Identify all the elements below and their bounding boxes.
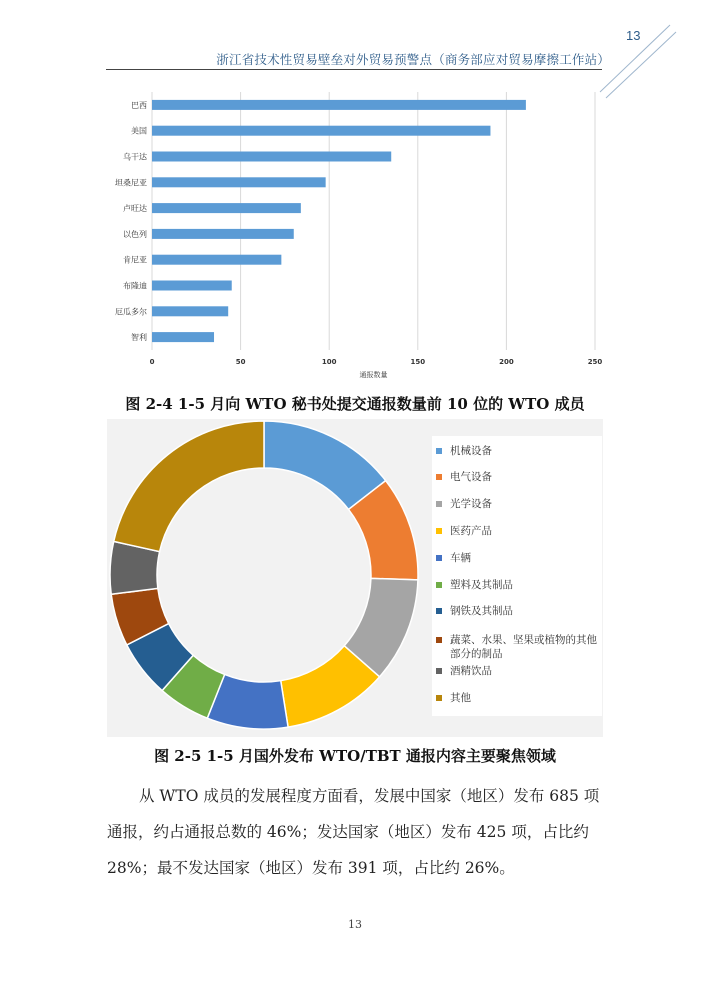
bar-chart <box>100 90 610 385</box>
category-label: 肯尼亚 <box>123 255 147 265</box>
x-tick-label: 150 <box>410 358 426 366</box>
donut-slice-9 <box>114 421 264 552</box>
legend-label: 车辆 <box>450 552 471 564</box>
legend-swatch <box>436 474 442 480</box>
legend-swatch <box>436 555 442 561</box>
bar-0 <box>152 100 526 110</box>
legend-label: 塑料及其制品 <box>450 579 513 591</box>
legend-swatch <box>436 582 442 588</box>
category-label: 巴西 <box>131 100 147 110</box>
bar-8 <box>152 306 228 316</box>
donut-legend <box>432 436 602 716</box>
paragraph-line-2: 通报，约占通报总数的 46%；发达国家（地区）发布 425 项，占比约 <box>107 823 589 841</box>
category-label: 乌干达 <box>123 152 147 162</box>
bar-7 <box>152 281 232 291</box>
header-rule <box>106 69 602 70</box>
header-title: 浙江省技术性贸易壁垒对外贸易预警点（商务部应对贸易摩擦工作站） <box>216 52 610 67</box>
legend-label: 医药产品 <box>450 525 492 537</box>
category-label: 美国 <box>131 126 147 136</box>
footer-page-number: 13 <box>348 918 362 931</box>
x-tick-label: 100 <box>321 358 337 366</box>
figure-2-5-caption: 图 2-5 1-5 月国外发布 WTO/TBT 通报内容主要聚焦领域 <box>154 747 556 765</box>
category-label: 厄瓜多尔 <box>115 307 147 317</box>
legend-swatch <box>436 501 442 507</box>
x-tick-label: 50 <box>235 358 246 366</box>
category-label: 智利 <box>131 333 147 343</box>
bar-1 <box>152 126 490 136</box>
legend-label: 光学设备 <box>450 498 492 510</box>
legend-swatch <box>436 448 442 454</box>
donut-chart <box>107 419 427 737</box>
x-axis-label: 通报数量 <box>359 371 388 379</box>
bar-3 <box>152 177 326 187</box>
legend-label: 钢铁及其制品 <box>450 605 513 617</box>
bar-2 <box>152 152 391 162</box>
legend-label: 蔬菜、水果、坚果或植物的其他部分的制品 <box>450 634 597 660</box>
bar-4 <box>152 203 301 213</box>
category-label: 布隆迪 <box>123 281 147 291</box>
figure-2-4-caption: 图 2-4 1-5 月向 WTO 秘书处提交通报数量前 10 位的 WTO 成员 <box>125 395 585 413</box>
legend-swatch <box>436 695 442 701</box>
x-tick-label: 0 <box>149 358 155 366</box>
legend-swatch <box>436 668 442 674</box>
legend-label: 其他 <box>450 692 471 704</box>
bar-9 <box>152 332 214 342</box>
legend-label: 电气设备 <box>450 471 492 483</box>
legend-swatch <box>436 608 442 614</box>
category-label: 坦桑尼亚 <box>115 178 147 188</box>
x-tick-label: 250 <box>587 358 603 366</box>
header-page-number: 13 <box>626 28 641 43</box>
legend-swatch <box>436 528 442 534</box>
legend-label: 机械设备 <box>450 445 492 457</box>
paragraph-line-3: 28%；最不发达国家（地区）发布 391 项，占比约 26%。 <box>107 859 515 877</box>
bar-chart-container <box>100 90 610 385</box>
paragraph-line-1: 从 WTO 成员的发展程度方面看，发展中国家（地区）发布 685 项 <box>139 787 600 805</box>
bar-5 <box>152 229 294 239</box>
x-tick-label: 200 <box>499 358 514 366</box>
bar-6 <box>152 255 281 265</box>
category-label: 以色列 <box>123 229 147 239</box>
legend-label: 酒精饮品 <box>450 665 492 677</box>
category-label: 卢旺达 <box>123 204 147 214</box>
legend-swatch <box>436 637 442 643</box>
